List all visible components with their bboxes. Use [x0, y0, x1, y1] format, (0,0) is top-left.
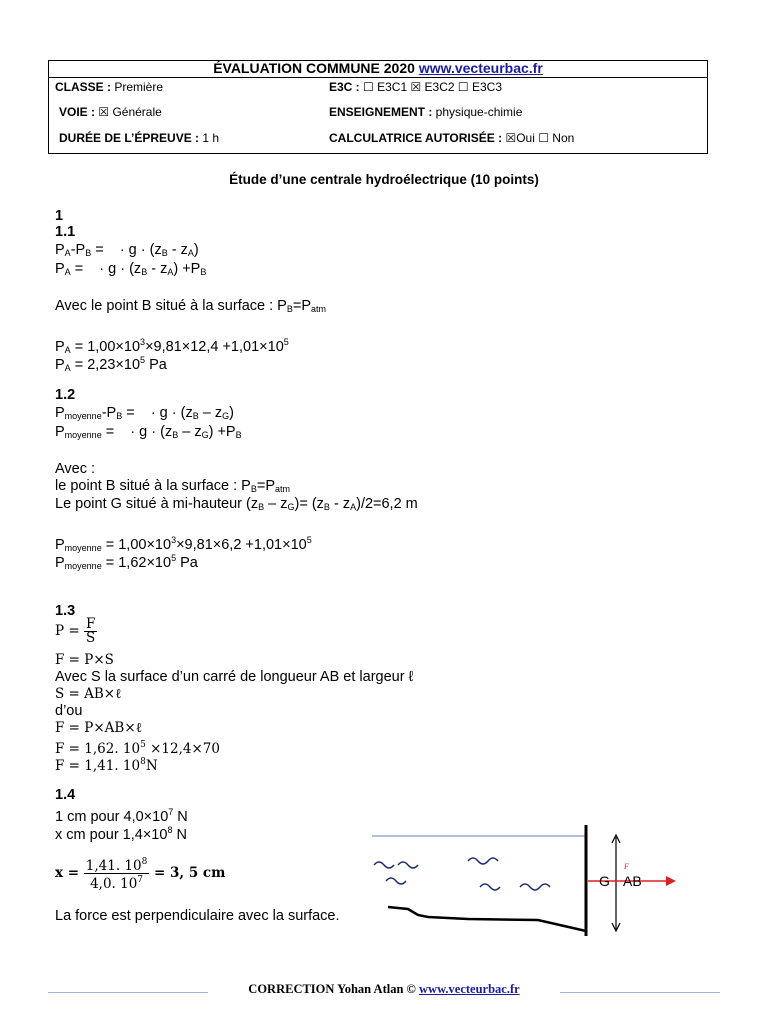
eq-pa-pb: $P_A-P_B$ = · $g \cdot (z_B - z_A)$: [55, 242, 199, 258]
page-title: Étude d’une centrale hydroélectrique (10 points): [229, 172, 539, 187]
wave-4: [468, 858, 498, 864]
perpendicular-text: La force est perpendiculaire avec la surface.: [55, 908, 340, 924]
section-1-2-heading: 1.2: [55, 387, 76, 403]
pmoy-numeric: $P_{moyenne} = 1,00\times 10^3\times 9,81\times 6,2 +1,01\times 10^5$: [55, 535, 312, 553]
section-1-1-heading: 1.1: [55, 224, 76, 240]
avec-b-surface: Avec le point B situé à la surface : $P_B=P_{atm}$: [55, 298, 327, 314]
scale-line-2: x cm pour $1,4\times 10^8$ N: [55, 825, 187, 843]
duree-cell: DURÉE DE L’ÉPREUVE : 1 h: [59, 131, 220, 145]
classe-cell: CLASSE : Première: [55, 80, 164, 94]
eq-f-pabl: F = P×AB×ℓ: [55, 720, 143, 736]
footer-link[interactable]: www.vecteurbac.fr: [419, 982, 520, 996]
e3c-cell: E3C : ☐ E3C1 ☒ E3C2 ☐ E3C3: [329, 80, 503, 94]
eq-p-f-s: P = $\frac{F}{S}$: [55, 616, 96, 646]
footer: CORRECTION Yohan Atlan © www.vecteurbac.fr: [248, 982, 520, 996]
label-ab: AB: [623, 873, 642, 889]
pmoy-result: $P_{moyenne} = 1,62\times 10^5$ Pa: [55, 553, 198, 571]
eq-pmoy: $P_{moyenne}$ = · $g \cdot (z_B - z_G) +P_B$: [55, 424, 242, 440]
dou-text: d’ou: [55, 703, 83, 719]
pa-result: $P_A = 2,23\times 10^5$ Pa: [55, 355, 167, 373]
dam-force-diagram: [368, 825, 688, 940]
wave-1: [374, 862, 394, 868]
header-title-link[interactable]: www.vecteurbac.fr: [418, 60, 543, 76]
header-title: [49, 61, 707, 78]
avec-label: Avec :: [55, 461, 96, 477]
eq-pmoy-pb: $P_{moyenne}-P_B$ = · $g \cdot (z_B - z_G)$: [55, 405, 234, 421]
calculatrice-cell: CALCULATRICE AUTORISÉE : ☒Oui ☐ Non: [329, 131, 575, 145]
eq-pa: $P_A$ = · $g \cdot (z_B - z_A) +P_B$: [55, 261, 207, 277]
voie-cell: VOIE : ☒ Générale: [59, 105, 162, 119]
eq-x-result: x = $\frac{1,41. 10^8}{4,0. 10^7}$ = 3, 5 cm: [55, 857, 226, 892]
eq-s: S = AB×ℓ: [55, 686, 122, 702]
force-arrow-head: [666, 876, 676, 886]
eq-f-numeric: F = 1,62. $10^5 \times 12,4\times 70$: [55, 740, 220, 757]
section-1-heading: 1: [55, 208, 64, 224]
point-b-text: le point B situé à la surface : $P_B=P_{atm}$: [55, 478, 291, 494]
eq-f-ps: F = P×S: [55, 652, 114, 668]
surface-text: Avec S la surface d’un carré de longueur AB et largeur ℓ: [55, 669, 414, 685]
eq-f-result: F = 1,41. $10^8N$: [55, 757, 158, 774]
ground-line: [388, 907, 586, 931]
point-g-text: Le point G situé à mi-hauteur $(z_B - z_G)= (z_B - z_A)/2=6,2$ m: [55, 496, 418, 512]
label-g: G: [599, 873, 610, 889]
wave-6: [520, 884, 550, 890]
header-box: [48, 60, 708, 154]
section-1-4-heading: 1.4: [55, 787, 76, 803]
wave-5: [480, 884, 500, 890]
enseignement-cell: ENSEIGNEMENT : physique-chimie: [329, 105, 523, 119]
pa-numeric: $P_A = 1,00\times 10^3\times 9,81\times 12,4 +1,01\times 10^5$: [55, 337, 289, 355]
scale-line-1: 1 cm pour $4,0\times 10^7$ N: [55, 807, 188, 825]
header-title-text: ÉVALUATION COMMUNE 2020: [213, 60, 419, 76]
section-1-3-heading: 1.3: [55, 603, 76, 619]
wave-2: [398, 862, 418, 868]
label-force: F: [624, 862, 629, 871]
wave-3: [386, 878, 406, 884]
